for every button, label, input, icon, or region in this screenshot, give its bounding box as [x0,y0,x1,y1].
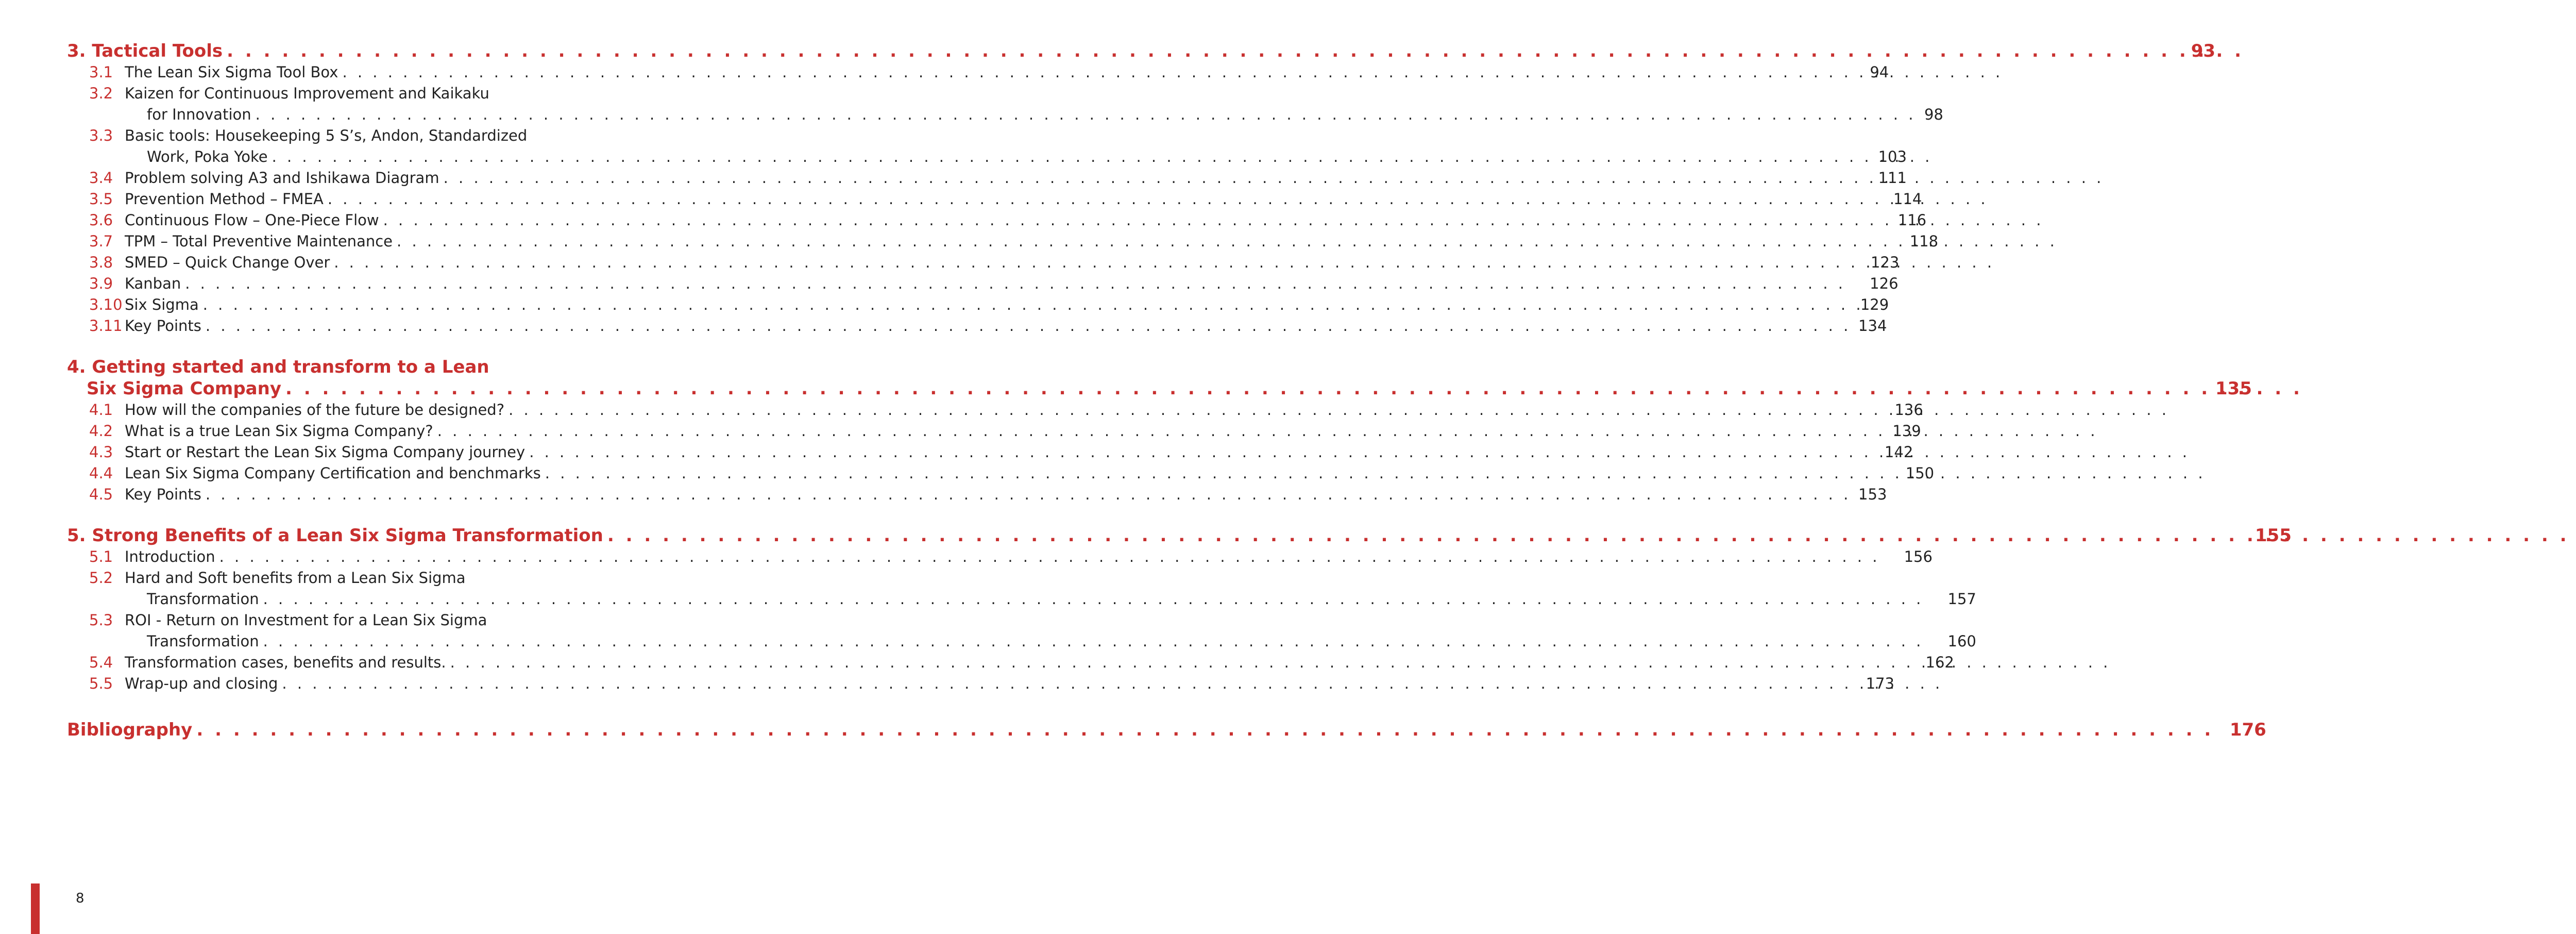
section-title-continued: Transformation [147,590,259,608]
bibliography-page: 176 [2229,720,2266,740]
section-page: 139 [1892,422,1921,440]
table-of-contents [67,40,2292,741]
section-title: How will the companies of the future be designed? [125,401,505,419]
section-page: 111 [1878,169,1907,187]
leader-dots [206,315,1835,337]
chapter-3-entry[interactable] [67,40,2216,62]
section-title: Key Points [125,486,201,503]
section-title: Transformation cases, benefits and results. [125,654,446,671]
toc-entry-3-7[interactable] [67,231,1939,252]
section-title: Basic tools: Housekeeping 5 S’s, Andon, Standardized [125,127,528,144]
section-title: Wrap-up and closing [125,675,278,692]
section-title: SMED – Quick Change Over [125,254,330,271]
section-number: 4.3 [89,443,113,461]
section-page: 126 [1870,275,1899,292]
chapter-title-continued: Six Sigma Company [87,378,281,399]
leader-dots [282,673,1842,694]
section-page: 94 [1870,63,1889,81]
section-page: 116 [1897,211,1927,229]
toc-entry-5-3[interactable] [67,610,1976,652]
section-title: Kaizen for Continuous Improvement and Kaikaku [125,85,489,102]
toc-entry-3-4[interactable] [67,168,1907,189]
bibliography-entry[interactable] [67,719,2266,741]
leader-dots [342,62,1836,83]
toc-entry-4-3[interactable] [67,442,1913,463]
section-page: 114 [1893,190,1922,208]
section-title: Key Points [125,317,201,335]
leader-dots [219,546,1880,568]
toc-entry-3-10[interactable] [67,294,1889,315]
toc-entry-3-5[interactable] [67,189,1922,210]
section-page: 157 [1947,590,1976,608]
section-page: 150 [1905,464,1935,482]
toc-entry-3-11[interactable] [67,315,1887,337]
leader-dots [450,652,1902,673]
section-number: 3.4 [89,169,113,187]
section-number: 5.1 [89,548,113,565]
page-number: 8 [76,891,84,906]
section-page: 134 [1858,317,1887,335]
bibliography-title: Bibliography [67,720,193,740]
section-title: The Lean Six Sigma Tool Box [125,63,338,81]
leader-dots [383,210,1874,231]
chapter-page: 135 [2215,378,2252,399]
section-page: 98 [1924,106,1943,123]
section-number: 3.9 [89,275,113,292]
leader-dots [272,146,1854,168]
section-number: 5.5 [89,675,113,692]
page-accent-bar [31,883,40,934]
toc-entry-3-9[interactable] [67,273,1899,294]
section-title: Introduction [125,548,215,565]
section-number: 4.4 [89,464,113,482]
chapter-title: 3. Tactical Tools [67,41,223,61]
toc-entry-4-4[interactable] [67,463,1935,484]
toc-entry-5-1[interactable] [67,546,1933,568]
chapter-page: 155 [2255,525,2292,546]
section-page: 162 [1925,654,1954,671]
section-title: Six Sigma [125,296,199,313]
section-page: 153 [1858,486,1887,503]
toc-entry-4-2[interactable] [67,421,1921,442]
section-number: 3.1 [89,63,113,81]
section-page: 142 [1884,443,1913,461]
leader-dots [437,421,1869,442]
section-title: TPM – Total Preventive Maintenance [125,232,393,250]
toc-entry-3-8[interactable] [67,252,1900,273]
toc-entry-3-6[interactable] [67,210,1927,231]
section-title: Prevention Method – FMEA [125,190,324,208]
section-page: 123 [1870,254,1900,271]
leader-dots [285,378,2199,399]
section-number: 3.6 [89,211,113,229]
section-number: 5.4 [89,654,113,671]
chapter-title: 4. Getting started and transform to a Lean [67,357,489,377]
leader-dots [444,168,1854,189]
section-page: 129 [1860,296,1889,313]
section-number: 5.2 [89,569,113,587]
toc-entry-3-3[interactable] [67,125,1907,168]
toc-entry-5-2[interactable] [67,568,1976,610]
leader-dots [227,40,2163,62]
section-page: 173 [1866,675,1894,692]
leader-dots [334,252,1846,273]
section-title: Kanban [125,275,181,292]
section-title-continued: Transformation [147,632,259,650]
section-number: 3.3 [89,127,113,144]
section-number: 4.5 [89,486,113,503]
section-page: 136 [1894,401,1923,419]
section-title-continued: Work, Poka Yoke [147,148,268,165]
leader-dots [529,442,1860,463]
section-title: ROI - Return on Investment for a Lean Six Sigma [125,611,487,629]
section-number: 3.11 [89,317,123,335]
leader-dots [263,631,1924,652]
section-page: 160 [1947,632,1976,650]
leader-dots [185,273,1845,294]
section-page: 103 [1878,148,1907,165]
leader-dots [607,525,2239,546]
toc-entry-4-5[interactable] [67,484,1887,505]
section-title: Continuous Flow – One-Piece Flow [125,211,379,229]
toc-entry-4-1[interactable] [67,399,1923,421]
section-number: 4.2 [89,422,113,440]
leader-dots [263,589,1924,610]
leader-dots [196,719,2214,741]
section-number: 5.3 [89,611,113,629]
section-number: 3.10 [89,296,123,313]
section-number: 4.1 [89,401,113,419]
section-title: Hard and Soft benefits from a Lean Six Sigma [125,569,466,587]
leader-dots [328,189,1870,210]
section-page: 118 [1909,232,1939,250]
section-title: Start or Restart the Lean Six Sigma Company journey [125,443,526,461]
toc-entry-5-4[interactable] [67,652,1954,673]
leader-dots [203,294,1836,315]
section-number: 3.2 [89,85,113,102]
leader-dots [509,399,1871,421]
leader-dots [397,231,1886,252]
section-title: Problem solving A3 and Ishikawa Diagram [125,169,439,187]
section-number: 3.5 [89,190,113,208]
section-title: What is a true Lean Six Sigma Company? [125,422,433,440]
toc-entry-3-1[interactable] [67,62,1889,83]
chapter-title: 5. Strong Benefits of a Lean Six Sigma Transformation [67,525,603,546]
section-title: Lean Six Sigma Company Certification and benchmarks [125,464,541,482]
section-number: 3.7 [89,232,113,250]
toc-entry-3-2[interactable] [67,83,1943,125]
toc-entry-5-5[interactable] [67,673,1894,694]
chapter-5-entry[interactable] [67,525,2292,546]
chapter-4-entry[interactable] [67,356,2252,399]
section-title-continued: for Innovation [147,106,251,123]
section-page: 156 [1904,548,1933,565]
chapter-page: 93 [2191,41,2216,61]
leader-dots [206,484,1835,505]
section-number: 3.8 [89,254,113,271]
leader-dots [545,463,1882,484]
leader-dots [256,104,1891,125]
